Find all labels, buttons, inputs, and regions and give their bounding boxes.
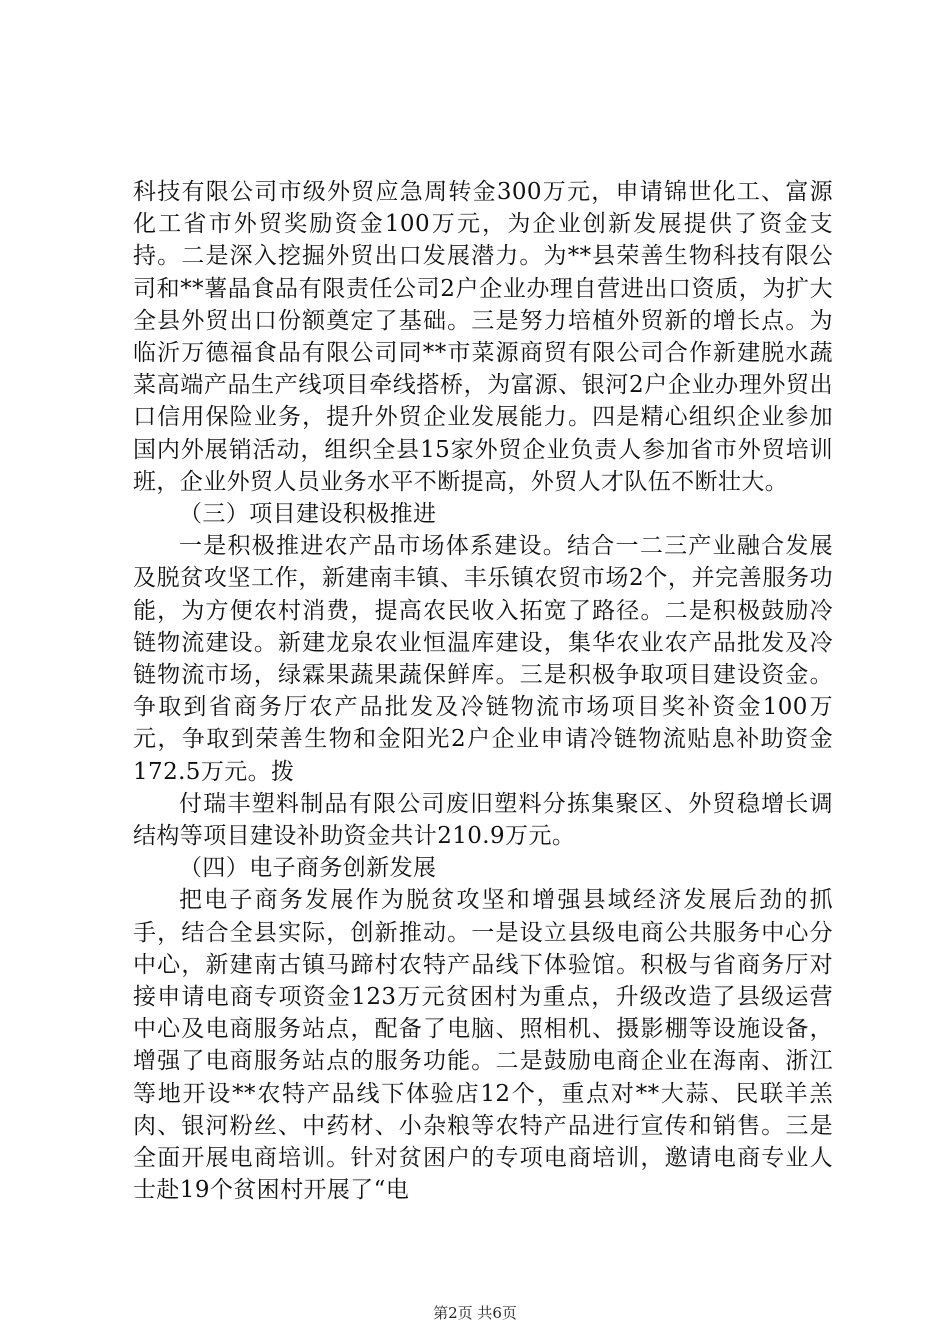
document-body xyxy=(133,176,833,1207)
paragraph-project-construction: 一是积极推进农产品市场体系建设。结合一二三产业融合发展及脱贫攻坚工作，新建南丰镇、丰乐镇农贸市场2个，并完善服务功能，为方便农村消费，提高农民收入拓宽了路径。二是积极鼓励冷链物流建设。新建龙泉农业恒温库建设，集华农业农产品批发及冷链物流市场，绿霖果蔬果蔬保鲜库。三是积极争取项目建设资金。争取到省商务厅农产品批发及冷链物流市场项目奖补资金100万元，争取到荣善生物和金阳光2户企业申请冷链物流贴息补助资金172.5万元。拨 xyxy=(133,533,833,785)
paragraph-foreign-trade-continued: 科技有限公司市级外贸应急周转金300万元，申请锦世化工、富源化工省市外贸奖励资金100万元，为企业创新发展提供了资金支持。二是深入挖掘外贸出口发展潜力。为**县荣善生物科技有限公司和**薯晶食品有限责任公司2户企业办理自营进出口资质，为扩大全县外贸出口份额奠定了基础。三是努力培植外贸新的增长点。为临沂万德福食品有限公司同**市菜源商贸有限公司合作新建脱水蔬菜高端产品生产线项目牵线搭桥，为富源、银河2户企业办理外贸出口信用保险业务，提升外贸企业发展能力。四是精心组织企业参加国内外展销活动，组织全县15家外贸企业负责人参加省市外贸培训班，企业外贸人员业务水平不断提高，外贸人才队伍不断壮大。 xyxy=(133,179,833,495)
section-heading-project-construction: （三）项目建设积极推进 xyxy=(179,501,437,528)
section-heading-e-commerce: （四）电子商务创新发展 xyxy=(179,855,437,882)
paragraph-e-commerce: 把电子商务发展作为脱贫攻坚和增强县域经济发展后劲的抓手，结合全县实际，创新推动。一是设立县级电商公共服务中心分中心，新建南古镇马蹄村农特产品线下体验馆。积极与省商务厅对接申请电商专项资金123万元贫困村为重点，升级改造了县级运营中心及电商服务站点，配备了电脑、照相机、摄影棚等设施设备，增强了电商服务站点的服务功能。二是鼓励电商企业在海南、浙江等地开设**农特产品线下体验店12个，重点对**大蒜、民联羊羔肉、银河粉丝、中药材、小杂粮等农特产品进行宣传和销售。三是全面开展电商培训。针对贫困户的专项电商培训，邀请电商专业人士赴19个贫困村开展了“电 xyxy=(133,887,833,1204)
paragraph-project-subsidy: 付瑞丰塑料制品有限公司废旧塑料分拣集聚区、外贸稳增长调结构等项目建设补助资金共计210.9万元。 xyxy=(133,790,833,850)
page-footer: 第2页 共6页 xyxy=(433,1304,517,1322)
